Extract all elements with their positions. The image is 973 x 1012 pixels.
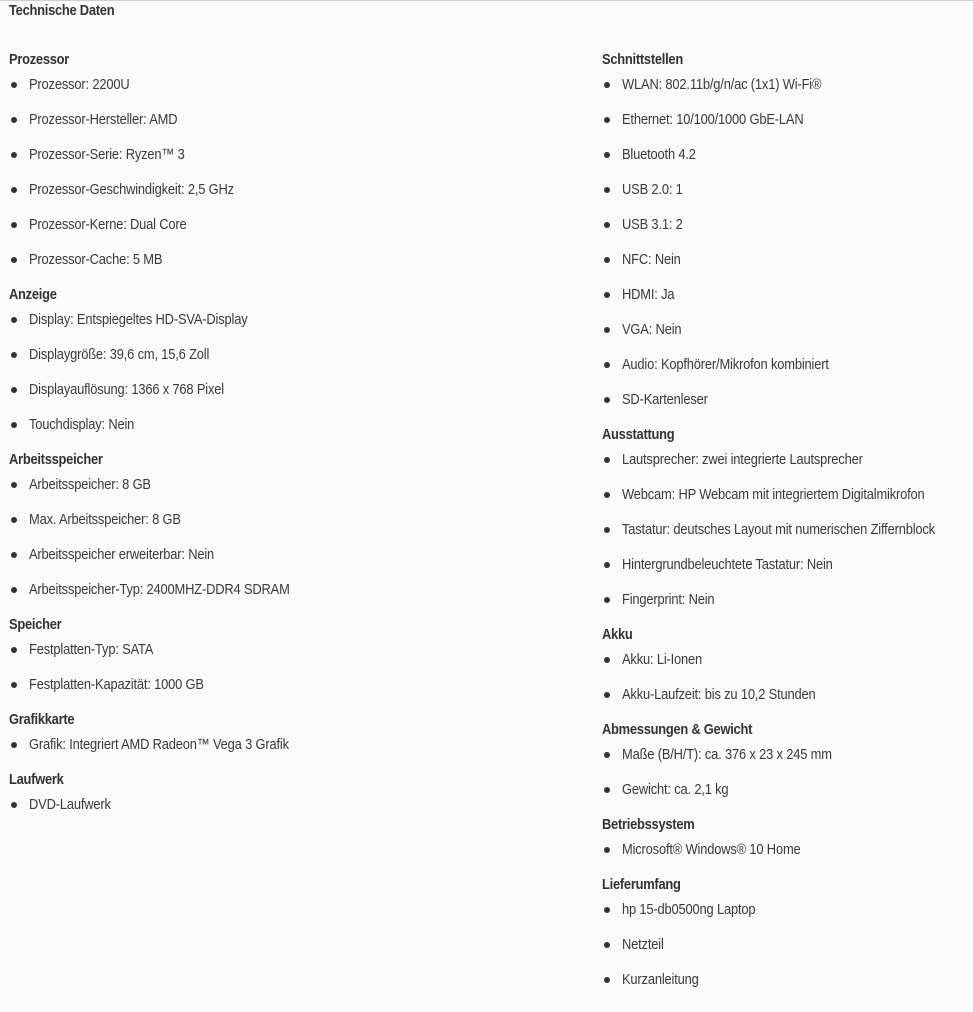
section-title-speicher: Speicher (9, 616, 62, 633)
spec-item-text: Display: Entspiegeltes HD-SVA-Display (29, 311, 248, 328)
spec-item-text: Ethernet: 10/100/1000 GbE-LAN (622, 111, 804, 128)
spec-item-text: Arbeitsspeicher erweiterbar: Nein (29, 546, 215, 563)
spec-item-text: Festplatten-Kapazität: 1000 GB (29, 676, 204, 693)
spec-item-text: Microsoft® Windows® 10 Home (622, 841, 801, 858)
spec-item-text: Hintergrundbeleuchtete Tastatur: Nein (622, 556, 833, 573)
bullet-icon (604, 977, 610, 983)
bullet-icon (604, 292, 610, 298)
bullet-icon (11, 647, 17, 653)
spec-item-text: Audio: Kopfhörer/Mikrofon kombiniert (622, 356, 829, 373)
section-title-grafikkarte: Grafikkarte (9, 711, 75, 728)
section-title-ausstattung: Ausstattung (602, 426, 675, 443)
spec-item-text: Arbeitsspeicher-Typ: 2400MHZ-DDR4 SDRAM (29, 581, 290, 598)
section-title-betriebssystem: Betriebssystem (602, 816, 695, 833)
spec-item-text: Displayauflösung: 1366 x 768 Pixel (29, 381, 224, 398)
spec-item-text: hp 15-db0500ng Laptop (622, 901, 756, 918)
spec-item-text: Maße (B/H/T): ca. 376 x 23 x 245 mm (622, 746, 832, 763)
bullet-icon (11, 187, 17, 193)
spec-item-text: WLAN: 802.11b/g/n/ac (1x1) Wi-Fi® (622, 76, 822, 93)
spec-item-text: USB 2.0: 1 (622, 181, 683, 198)
spec-item-text: VGA: Nein (622, 321, 682, 338)
spec-item-text: Prozessor-Geschwindigkeit: 2,5 GHz (29, 181, 234, 198)
bullet-icon (11, 422, 17, 428)
spec-item-text: Akku: Li-Ionen (622, 651, 703, 668)
bullet-icon (11, 482, 17, 488)
spec-item-text: Tastatur: deutsches Layout mit numerischen Ziffernblock (622, 521, 935, 538)
bullet-icon (11, 257, 17, 263)
top-divider (0, 0, 973, 1)
bullet-icon (604, 692, 610, 698)
bullet-icon (11, 152, 17, 158)
bullet-icon (11, 117, 17, 123)
section-title-anzeige: Anzeige (9, 286, 57, 303)
bullet-icon (11, 802, 17, 808)
spec-item-text: Prozessor-Kerne: Dual Core (29, 216, 187, 233)
bullet-icon (604, 117, 610, 123)
spec-item-text: Max. Arbeitsspeicher: 8 GB (29, 511, 181, 528)
spec-item-text: Grafik: Integriert AMD Radeon™ Vega 3 Grafik (29, 736, 289, 753)
section-title-abmessungen-gewicht: Abmessungen & Gewicht (602, 721, 753, 738)
bullet-icon (604, 222, 610, 228)
spec-item-text: Fingerprint: Nein (622, 591, 715, 608)
spec-item-text: Prozessor: 2200U (29, 76, 130, 93)
spec-item-text: Touchdisplay: Nein (29, 416, 135, 433)
section-title-prozessor: Prozessor (9, 51, 70, 68)
bullet-icon (604, 397, 610, 403)
bullet-icon (604, 942, 610, 948)
section-title-schnittstellen: Schnittstellen (602, 51, 683, 68)
bullet-icon (604, 752, 610, 758)
bullet-icon (11, 317, 17, 323)
spec-item-text: Prozessor-Cache: 5 MB (29, 251, 163, 268)
bullet-icon (11, 517, 17, 523)
bullet-icon (604, 257, 610, 263)
spec-item-text: SD-Kartenleser (622, 391, 708, 408)
spec-item-text: Netzteil (622, 936, 664, 953)
spec-item-text: HDMI: Ja (622, 286, 675, 303)
bullet-icon (604, 847, 610, 853)
bullet-icon (11, 222, 17, 228)
bullet-icon (604, 492, 610, 498)
section-title-arbeitsspeicher: Arbeitsspeicher (9, 451, 103, 468)
bullet-icon (11, 552, 17, 558)
spec-item-text: NFC: Nein (622, 251, 681, 268)
section-title-lieferumfang: Lieferumfang (602, 876, 681, 893)
section-title-laufwerk: Laufwerk (9, 771, 64, 788)
bullet-icon (604, 527, 610, 533)
bullet-icon (11, 587, 17, 593)
bullet-icon (604, 82, 610, 88)
spec-item-text: Lautsprecher: zwei integrierte Lautsprecher (622, 451, 863, 468)
bullet-icon (604, 657, 610, 663)
spec-item-text: Gewicht: ca. 2,1 kg (622, 781, 729, 798)
bullet-icon (604, 457, 610, 463)
spec-item-text: Prozessor-Serie: Ryzen™ 3 (29, 146, 185, 163)
spec-item-text: Bluetooth 4.2 (622, 146, 696, 163)
spec-item-text: Arbeitsspeicher: 8 GB (29, 476, 151, 493)
bullet-icon (604, 597, 610, 603)
bullet-icon (604, 187, 610, 193)
bullet-icon (11, 742, 17, 748)
spec-item-text: USB 3.1: 2 (622, 216, 683, 233)
spec-item-text: Festplatten-Typ: SATA (29, 641, 154, 658)
spec-item-text: Webcam: HP Webcam mit integriertem Digitalmikrofon (622, 486, 925, 503)
bullet-icon (11, 387, 17, 393)
bullet-icon (604, 907, 610, 913)
spec-item-text: Displaygröße: 39,6 cm, 15,6 Zoll (29, 346, 210, 363)
section-title-akku: Akku (602, 626, 633, 643)
bullet-icon (11, 352, 17, 358)
spec-item-text: Prozessor-Hersteller: AMD (29, 111, 178, 128)
spec-item-text: DVD-Laufwerk (29, 796, 111, 813)
bullet-icon (604, 327, 610, 333)
spec-item-text: Akku-Laufzeit: bis zu 10,2 Stunden (622, 686, 816, 703)
bullet-icon (604, 787, 610, 793)
bullet-icon (11, 682, 17, 688)
bullet-icon (11, 82, 17, 88)
bullet-icon (604, 152, 610, 158)
page-title: Technische Daten (9, 2, 115, 19)
spec-item-text: Kurzanleitung (622, 971, 699, 988)
bullet-icon (604, 362, 610, 368)
bullet-icon (604, 562, 610, 568)
